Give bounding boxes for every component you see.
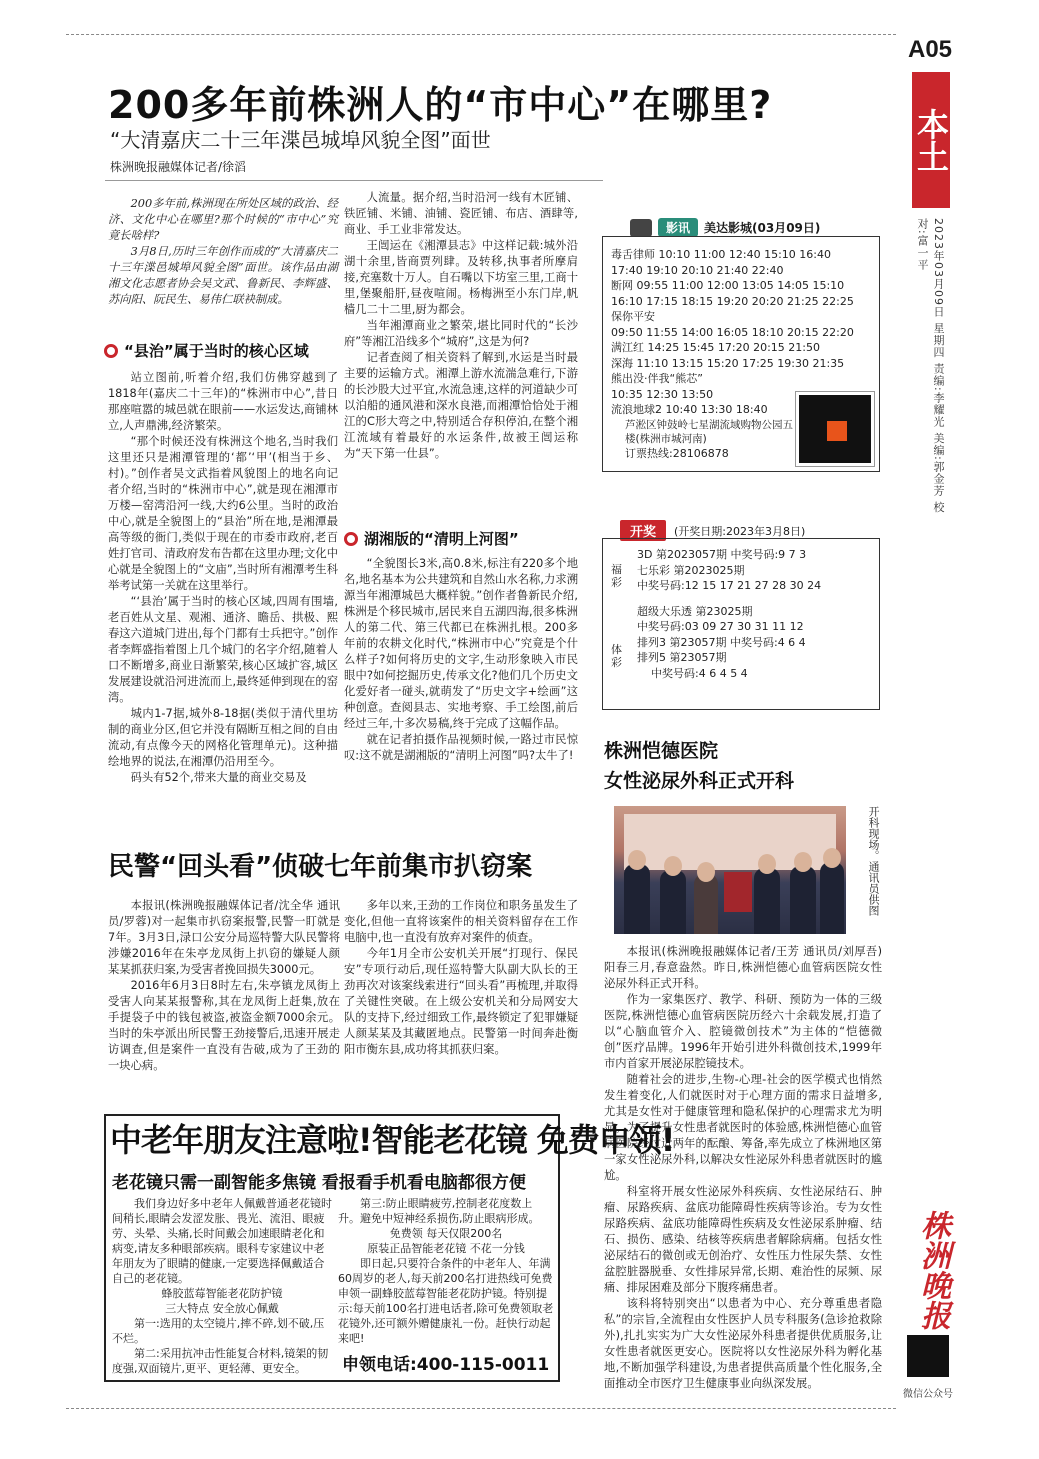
cinema-hotline: 订票热线:28106878 — [625, 446, 729, 460]
photo-head — [823, 848, 841, 868]
hospital-title-line: 株洲恺德医院 — [604, 740, 719, 762]
paragraph: “那个时候还没有株洲这个地名,当时我们这里还只是湘潭管理的‘都’‘甲’(相当于乡、村)。”创作者吴文武指着风貌图上的地名向记者介绍,当时的“株洲市中心”,就是现在湘潭市万楼—窑湾沿河一线,大约6公里。当时的政治中心,就是全貌图上的“县治”所在地,是湘潭最高等级的衙门,类似于现在的市委市政府,老百姓打官司、清政府发布告都在这里办理;文化中心就是全貌图上的“文庙”,当时所有湘潭考生科举考试第一关就在这里举行。 — [108, 435, 338, 592]
ad-paragraph: 即日起,只要符合条件的中老年人、年满60周岁的老人,每天前200名打进热线可免费申领一副蜂胶蓝莓智能老花防护镜。特别提示:每天前100名打进电话者,除可免费领取老花镜外,还可额外赠健康礼一份。赶快行动起来吧! — [338, 1257, 554, 1345]
top-rule — [66, 34, 896, 35]
headline-divider — [105, 180, 603, 181]
lottery-row: 排列5 第23057期 — [637, 651, 727, 664]
paragraph: 本报讯(株洲晚报融媒体记者/王芳 通讯员/刘厚吾)阳春三月,春意盎然。昨日,株洲恺德心血管病医院女性泌尿外科正式开科。 — [604, 945, 882, 990]
photo-person — [694, 874, 718, 934]
lottery-row: 中奖号码:12 15 17 21 27 28 30 24 — [637, 579, 822, 592]
police-headline: 民警“回头看”侦破七年前集市扒窃案 — [108, 852, 533, 882]
paragraph: 该科将特别突出“以患者为中心、充分尊重患者隐私”的宗旨,全流程由女性医护人员专科服务(急诊抢救除外),扎扎实实为广大女性泌尿外科患者提供优质服务,让女性患者就医更安心。医院将以女性泌尿外科为孵化基地,不断加强学科建设,为患者提供高质量个性化服务,全面推动全市医疗卫生健康事业向纵深发展。 — [604, 1297, 882, 1390]
paragraph: 本报讯(株洲晚报融媒体记者/沈全华 通讯员/罗蓉)对一起集市扒窃案报警,民警一盯就是7年。3月3日,渌口公安分局巡特警大队民警将涉嫌2016年在朱亭龙凤街上扒窃的嫌疑人颜某某抓获归案,为受害者挽回损失3000元。 — [108, 899, 340, 976]
section-head-1 — [104, 340, 309, 361]
bullet-icon — [104, 344, 118, 358]
bottom-rule — [66, 1408, 896, 1409]
showtime-row: 毒舌律师 10:10 11:00 12:40 15:10 16:40 — [611, 248, 831, 261]
hospital-body — [604, 944, 882, 1390]
bullet-icon — [344, 532, 358, 546]
hospital-title-line: 女性泌尿外科正式开科 — [604, 770, 795, 792]
ad-paragraph: 第二:采用抗冲击性能复合材料,镜架的韧度强,双面镜片,更平、更轻薄、更安全。 — [112, 1347, 329, 1375]
paragraph: 随着社会的进步,生物-心理-社会的医学模式也悄然发生着变化,人们就医时对于心理方面的需求日益增多,尤其是女性对于健康管理和隐私保护的心理需求尤为明显。为了提升女性患者就医时的体验感,株洲恺德心血管病医院经过近两年的酝酿、筹备,率先成立了株洲地区第一家女性泌尿外科,以解决女性泌尿外科患者就医时的尴尬。 — [604, 1073, 882, 1182]
main-col-2b — [344, 556, 578, 818]
section-head-2 — [344, 528, 519, 549]
paragraph: 多年以来,王劲的工作岗位和职务虽发生了变化,但他一直将该案件的相关资料留存在工作电脑中,也一直没有放弃对案件的侦查。 — [344, 899, 578, 944]
paragraph: 人流量。据介绍,当时沿河一线有木匠铺、铁匠铺、米铺、油铺、瓷匠铺、布店、酒肆等,商业、手工业非常发达。 — [344, 191, 578, 236]
paragraph: “全貌图长3米,高0.8米,标注有220多个地名,地名基本为公共建筑和自然山水名称,力求溯源当年湘潭城邑大概样貌。”创作者鲁新民介绍,株洲是个移民城市,居民来自五湖四海,很多株洲人的第二代、第三代都已在株洲扎根。200多年前的农耕文化时代,“株洲市中心”究竟是个什么样子?如何将历史的文字,生动形象映入市民眼中?如何挖掘历史,传承文化?他们几个历史文化爱好者一碰头,就萌发了“历史文字+绘画”这种创意。查阅县志、实地考察、手工绘图,前后经过三年,十多次易稿,终于完成了这幅作品。 — [344, 557, 578, 730]
photo-head — [758, 854, 776, 874]
photo-person — [754, 868, 780, 934]
main-col-2 — [344, 190, 578, 520]
showtime-row: 10:35 12:30 13:50 — [611, 387, 714, 401]
showtime-row: 09:50 11:55 14:00 16:05 18:10 20:15 22:20 — [611, 325, 854, 339]
showtime-row: 16:10 17:15 18:15 19:20 20:20 21:25 22:25 — [611, 294, 854, 308]
lead-para: 200多年前,株洲现在所处区域的政治、经济、文化中心在哪里?那个时候的“市中心”究竟长啥样? — [108, 197, 338, 242]
ad-paragraph: 第一:选用的太空镜片,摔不碎,划不破,压不烂。 — [112, 1317, 325, 1345]
paragraph: 2016年6月3日8时左右,朱亭镇龙凤街上受害人向某某报警称,其在龙凤街上赶集,放在手提袋子中的钱包被盗,被盗金额7000余元。当时的朱亭派出所民警王劲接警后,迅速开展走访调查,但是案件一直没有告破,成为了王劲的一块心病。 — [108, 979, 340, 1072]
section-title: 湖湘版的“清明上河图” — [364, 530, 519, 548]
photo-person — [820, 862, 844, 934]
paragraph: 记者查阅了相关资料了解到,水运是当时最主要的运输方式。湘潭上游水流湍急难行,下游的长沙股大过平宜,水流急速,这样的河道缺少可以泊船的通风港和深水良港,而湘潭恰恰处于湘江的C形大弯之中,特别适合存积停泊,在整个湘江流域有着最好的水运条件,故被王闿运称为“天下第一仕县”。 — [344, 351, 578, 460]
reading-glasses-ad[interactable] — [104, 1114, 675, 1382]
lottery-badge: 开奖 — [620, 520, 666, 541]
lottery-row: 排列3 第23057期 中奖号码:4 6 4 — [637, 635, 806, 649]
photo-head — [697, 862, 715, 882]
main-subhead: “大清嘉庆二十三年渫邑城埠风貌全图”面世 — [110, 128, 491, 152]
paragraph: 当年湘潭商业之繁荣,堪比同时代的“长沙府”等湘江沿线多个“城府”,这是为何? — [344, 319, 578, 348]
main-byline: 株洲晚报融媒体记者/徐滔 — [110, 160, 247, 174]
paragraph: 作为一家集医疗、教学、科研、预防为一体的三级医院,株洲恺德心血管病医院历经六十余载发展,打造了以“心脑血管介入、腔镜微创技术”为主体的“恺德微创”医疗品牌。1996年开始引进外科微创技术,1999年市内首家开展泌尿腔镜技术。 — [604, 993, 882, 1070]
main-lead — [108, 196, 338, 346]
ad-highlight: 三大特点 安全放心佩戴 — [165, 1302, 279, 1315]
ad-highlight: 免费领 每天仅限200名 — [389, 1227, 503, 1240]
ad-subtitle: 老花镜只需一副智能多焦镜 看报看手机看电脑都很方便 — [112, 1173, 526, 1193]
wechat-caption: 微信公众号 — [903, 1389, 953, 1400]
police-col-2 — [344, 898, 578, 1106]
paragraph: 今年1月全市公安机关开展“打现行、保民安”专项行动后,现任巡特警大队副大队长的王劲再次对该案线索进行“回头看”再梳理,并取得了关键性突破。在上级公安机关和分局网安大队的支持下,经过细致工作,最终锁定了犯罪嫌疑人颜某某及其藏匿地点。民警第一时间奔赴衡阳市衡东县,成功将其抓获归案。 — [344, 947, 578, 1056]
police-col-1 — [108, 898, 340, 1106]
showtime-row: 深海 11:10 13:15 15:20 17:25 19:30 21:35 — [611, 356, 845, 370]
ad-phone[interactable]: 申领电话:400-115-0011 — [342, 1355, 550, 1375]
ad-paragraph: 第三:防止眼睛疲劳,控制老花度数上升。避免中短神经系损伤,防止眼病形成。 — [338, 1197, 540, 1225]
photo-person — [660, 870, 686, 934]
issue-info: 2023年03月09日 星期四 责编:李耀光 美编:郭金芳 校对:富一平 — [916, 218, 945, 514]
hospital-title — [604, 736, 794, 796]
brand-logo: 株洲晚报 — [915, 1210, 950, 1330]
photo-person — [790, 866, 816, 934]
lottery-spacer — [637, 594, 873, 604]
showtime-row: 满江红 14:25 15:45 17:20 20:15 21:50 — [611, 341, 820, 354]
photo-head — [628, 850, 646, 870]
showtime-row: 熊出没·伴我“熊芯” — [611, 372, 703, 385]
showtime-row: 断网 09:55 11:00 12:00 13:05 14:05 15:10 — [611, 279, 845, 292]
opening-ceremony-photo — [614, 806, 846, 934]
main-headline: 200多年前株洲人的“市中心”在哪里? — [108, 83, 773, 127]
showtime-row: 保你平安 — [611, 310, 655, 323]
fucai-label: 福彩 — [611, 563, 622, 589]
ad-paragraph: 我们身边好多中老年人佩戴普通老花镜时间稍长,眼睛会发涩发胀、畏光、流泪、眼疲劳、头晕、头痛,长时间戴会加速眼睛老化和病变,请友多种眼部疾病。眼科专家建议中老年朋友为了眼睛的健康,一定要选择佩戴适合自己的老花镜。 — [112, 1197, 332, 1285]
lottery-row: 中奖号码:03 09 27 30 31 11 12 — [637, 620, 804, 633]
main-col-1 — [108, 370, 338, 818]
film-icon — [630, 219, 652, 237]
photo-plaque — [724, 872, 752, 912]
paragraph: 科室将开展女性泌尿外科疾病、女性泌尿结石、肿瘤、尿路疾病、盆底功能障碍性疾病等诊治。专为女性尿路疾病、盆底功能障碍性疾病及女性泌尿系肿瘤、结石、损伤、感染、结核等疾病患者解除病痛。包括女性泌尿结石的微创或无创治疗、女性压力性尿失禁、女性盆腔脏器脱垂、女性排尿异常,长期、难治性的尿频、尿痛、排尿困难及部分下腹疼痛患者。 — [604, 1185, 882, 1294]
cinema-badge: 影讯 — [658, 218, 698, 237]
ad-title: 中老年朋友注意啦!智能老花镜 免费申领! — [110, 1121, 675, 1159]
lottery-date: (开奖日期:2023年3月8日) — [674, 524, 806, 538]
ad-col-1 — [112, 1196, 332, 1378]
paragraph: 城内1-7据,城外8-18据(类似于清代里坊制的商业分区,但它并没有隔断互相之间的自由流动,有点像今天的网格化管理单元)。这种描绘地界的说法,在湘潭仍沿用至今。 — [108, 707, 338, 768]
paragraph: 码头有52个,带来大量的商业交易及 — [130, 771, 307, 784]
lead-para: 3月8日,历时三年创作而成的“大清嘉庆二十三年渫邑城埠风貌全图”面世。该作品由湖湘文化志愿者协会吴文武、鲁新民、李辉盛、苏向阳、阮民生、易伟仁联袂制成。 — [108, 245, 338, 306]
paragraph: 王闿运在《湘潭县志》中这样记载:城外沿湖十余里,皆商贾列肆。及转移,执事者所摩肩接,充塞数十万人。自石嘴以下坊室三里,工商十里,堡聚船肝,昼夜喧闹。杨梅洲至小东门岸,帆樯几二十二里,厨为都会。 — [344, 239, 578, 316]
section-tab: 本土 — [912, 72, 950, 208]
ad-highlight: 蜂胶蓝莓智能老花防护镜 — [161, 1287, 283, 1300]
paragraph: 就在记者拍摄作品视频时候,一路过市民惊叹:这不就是湖湘版的“清明上河图”吗?太牛了! — [344, 733, 578, 762]
cinema-header — [630, 218, 820, 237]
ticai-label: 体彩 — [611, 643, 622, 669]
showtime-row: 17:40 19:10 20:10 21:40 22:40 — [611, 263, 784, 277]
cinema-address: 芦淞区钟鼓岭七星湖流域购物公园五楼(株洲市城河南) — [625, 418, 793, 445]
page-number: A05 — [908, 36, 953, 63]
ad-highlight: 原装正品智能老花镜 不花一分钱 — [367, 1242, 525, 1255]
section-title: “县治”属于当时的核心区域 — [124, 342, 309, 360]
photo-head — [664, 856, 682, 876]
wechat-qr-code[interactable] — [907, 1335, 949, 1377]
ad-col-2 — [338, 1196, 554, 1348]
photo-person — [624, 864, 650, 934]
cinema-title: 美达影城(03月09日) — [704, 221, 821, 235]
paragraph: 站立图前,听着介绍,我们仿佛穿越到了1818年(嘉庆二十三年)的“株洲市中心”,昔日那座喧嚣的城邑就在眼前——水运发达,商铺林立,人声鼎沸,经济繁荣。 — [108, 371, 338, 432]
lottery-row: 3D 第2023057期 中奖号码:9 7 3 — [637, 548, 807, 561]
showtime-row: 流浪地球2 10:40 13:30 18:40 — [611, 403, 768, 416]
lottery-box — [602, 538, 880, 710]
lottery-row: 中奖号码:4 6 4 5 4 — [651, 666, 748, 680]
lottery-row: 七乐彩 第2023025期 — [637, 563, 745, 577]
cinema-qr-code[interactable] — [796, 392, 874, 466]
paragraph: “‘县治’属于当时的核心区域,四周有围墙,老百姓从文星、观湘、通济、瞻岳、拱极、熙春这六道城门进出,每个门都有士兵把守。”创作者李辉盛指着图上几个城门的名字介绍,随着人口不断增多,商业日渐繁荣,核心区域扩容,城区发展建设就沿河进流而上,最终延伸到现在的窑湾。 — [108, 595, 338, 704]
photo-caption: 开科现场。通讯员供图 — [867, 806, 880, 916]
lottery-row: 超级大乐透 第23025期 — [637, 604, 753, 618]
photo-head — [794, 852, 812, 872]
